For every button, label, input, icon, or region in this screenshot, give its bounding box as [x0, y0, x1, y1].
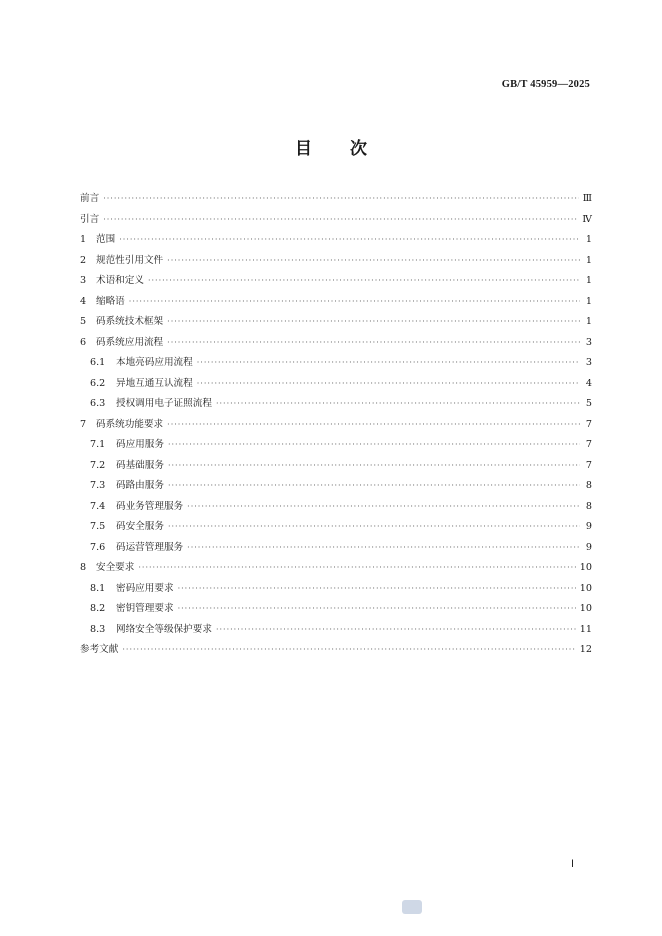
- toc-entry-label: 码系统应用流程: [96, 336, 164, 348]
- toc-entry-label: 范围: [96, 234, 116, 245]
- toc-entry-number: 7.4: [90, 500, 106, 512]
- toc-entry-number: 6.1: [90, 357, 106, 368]
- toc-entry-label: 缩略语: [96, 295, 125, 307]
- toc-entry-number: 6: [80, 336, 87, 348]
- toc-entry[interactable]: [80, 476, 592, 497]
- title-char-1: 目: [295, 139, 312, 159]
- toc-entry-number: 3: [80, 275, 87, 286]
- toc-entry-label: 前言: [80, 193, 100, 204]
- toc-entry[interactable]: [80, 640, 592, 661]
- toc-entry-page: 5: [585, 398, 592, 409]
- toc-entry[interactable]: [80, 353, 592, 374]
- toc-entry[interactable]: [80, 538, 592, 559]
- toc-leader-dots: [119, 230, 580, 251]
- toc-entry[interactable]: [80, 333, 592, 354]
- toc-entry-page: 7: [585, 459, 592, 471]
- toc-leader-dots: [167, 415, 580, 436]
- toc-entry-number: 7.6: [90, 541, 106, 553]
- toc-entry-label: 参考文献: [80, 644, 119, 655]
- toc-entry-label: 安全要求: [96, 562, 135, 573]
- toc-leader-dots: [216, 394, 580, 415]
- toc-entry-label: 码路由服务: [116, 480, 164, 491]
- toc-entry-label: 术语和定义: [96, 275, 144, 286]
- page-title: [0, 134, 662, 159]
- toc-entry-page: 10: [579, 562, 592, 573]
- toc-entry[interactable]: [80, 292, 592, 313]
- page-number: Ⅰ: [571, 859, 574, 870]
- toc-entry-page: 1: [585, 295, 592, 307]
- toc-entry-page: 3: [585, 336, 592, 348]
- toc-entry-number: 7.5: [90, 521, 106, 532]
- title-char-2: 次: [350, 139, 367, 159]
- toc-entry-page: 9: [585, 521, 592, 532]
- toc-entry-label: 密码应用要求: [116, 582, 174, 594]
- toc-entry-page: 8: [585, 500, 592, 512]
- toc-entry-label: 规范性引用文件: [96, 254, 164, 266]
- toc-entry-page: 4: [585, 377, 592, 389]
- toc-entry[interactable]: [80, 312, 592, 333]
- watermark-logo: [402, 900, 422, 914]
- toc-entry-number: 7: [80, 418, 87, 430]
- toc-entry-page: 1: [585, 234, 592, 245]
- toc-entry-number: 6.3: [90, 398, 106, 409]
- toc-entry-label: 码系统技术框架: [96, 316, 164, 327]
- toc-leader-dots: [167, 312, 580, 333]
- toc-leader-dots: [138, 558, 575, 579]
- toc-entry-label: 授权调用电子证照流程: [116, 398, 212, 409]
- toc-entry-page: 7: [585, 418, 592, 430]
- toc-entry[interactable]: [80, 497, 592, 518]
- toc-entry[interactable]: [80, 456, 592, 477]
- toc-entry-number: 1: [80, 234, 87, 245]
- toc-leader-dots: [168, 476, 580, 497]
- toc-entry-number: 7.1: [90, 439, 106, 450]
- toc-entry-page: 10: [579, 582, 592, 594]
- toc-entry-page: 9: [585, 541, 592, 553]
- toc-entry-number: 8: [80, 562, 87, 573]
- toc-entry[interactable]: [80, 415, 592, 436]
- toc-entry-page: 10: [579, 603, 592, 614]
- toc-entry-page: Ⅳ: [582, 213, 592, 225]
- toc-entry[interactable]: [80, 374, 592, 395]
- toc-leader-dots: [122, 640, 575, 661]
- toc-entry-number: 6.2: [90, 377, 106, 389]
- toc-entry-number: 7.2: [90, 459, 106, 471]
- toc-entry-label: 本地亮码应用流程: [116, 357, 193, 368]
- toc-entry-label: 密钥管理要求: [116, 603, 174, 614]
- toc-leader-dots: [178, 579, 576, 600]
- toc-entry-number: 8.3: [90, 623, 106, 635]
- toc-entry[interactable]: [80, 558, 592, 579]
- toc-entry-number: 8.1: [90, 582, 106, 594]
- toc-leader-dots: [197, 374, 580, 395]
- toc-leader-dots: [178, 599, 576, 620]
- standard-code: GB/T 45959—2025: [501, 79, 590, 90]
- toc-entry[interactable]: [80, 394, 592, 415]
- toc-leader-dots: [216, 620, 576, 641]
- toc-entry[interactable]: [80, 189, 592, 210]
- toc-entry-number: 7.3: [90, 480, 106, 491]
- toc-leader-dots: [187, 538, 580, 559]
- toc-entry-page: Ⅲ: [582, 193, 592, 204]
- toc-entry-page: 7: [585, 439, 592, 450]
- toc-entry[interactable]: [80, 210, 592, 231]
- toc-entry-number: 5: [80, 316, 87, 327]
- toc-entry-label: 异地互通互认流程: [116, 377, 193, 389]
- toc-entry[interactable]: [80, 620, 592, 641]
- toc-entry[interactable]: [80, 230, 592, 251]
- toc-entry-page: 8: [585, 480, 592, 491]
- toc-entry-page: 1: [585, 316, 592, 327]
- toc-leader-dots: [187, 497, 580, 518]
- toc-entry[interactable]: [80, 599, 592, 620]
- toc-entry[interactable]: [80, 271, 592, 292]
- toc-leader-dots: [148, 271, 580, 292]
- toc-leader-dots: [197, 353, 580, 374]
- toc-entry-label: 码系统功能要求: [96, 418, 164, 430]
- toc-entry-label: 引言: [80, 213, 100, 225]
- toc-entry[interactable]: [80, 517, 592, 538]
- toc-leader-dots: [103, 210, 578, 231]
- toc-leader-dots: [167, 333, 580, 354]
- toc-leader-dots: [168, 517, 580, 538]
- table-of-contents: [80, 189, 592, 661]
- toc-entry-page: 3: [585, 357, 592, 368]
- toc-entry-number: 4: [80, 295, 87, 307]
- toc-entry-label: 码应用服务: [116, 439, 164, 450]
- toc-entry-label: 网络安全等级保护要求: [116, 623, 212, 635]
- toc-leader-dots: [167, 251, 580, 272]
- toc-entry[interactable]: [80, 579, 592, 600]
- toc-entry-number: 8.2: [90, 603, 106, 614]
- toc-leader-dots: [129, 292, 580, 313]
- toc-entry-page: 11: [579, 623, 592, 635]
- toc-entry-label: 码业务管理服务: [116, 500, 184, 512]
- toc-entry-page: 1: [585, 254, 592, 266]
- toc-entry-page: 12: [579, 644, 592, 655]
- toc-entry-label: 码基础服务: [116, 459, 164, 471]
- toc-entry[interactable]: [80, 435, 592, 456]
- toc-entry-label: 码安全服务: [116, 521, 164, 532]
- toc-entry-label: 码运营管理服务: [116, 541, 184, 553]
- toc-leader-dots: [103, 189, 579, 210]
- toc-entry-number: 2: [80, 254, 87, 266]
- toc-entry-page: 1: [585, 275, 592, 286]
- toc-leader-dots: [168, 435, 580, 456]
- toc-entry[interactable]: [80, 251, 592, 272]
- toc-leader-dots: [168, 456, 580, 477]
